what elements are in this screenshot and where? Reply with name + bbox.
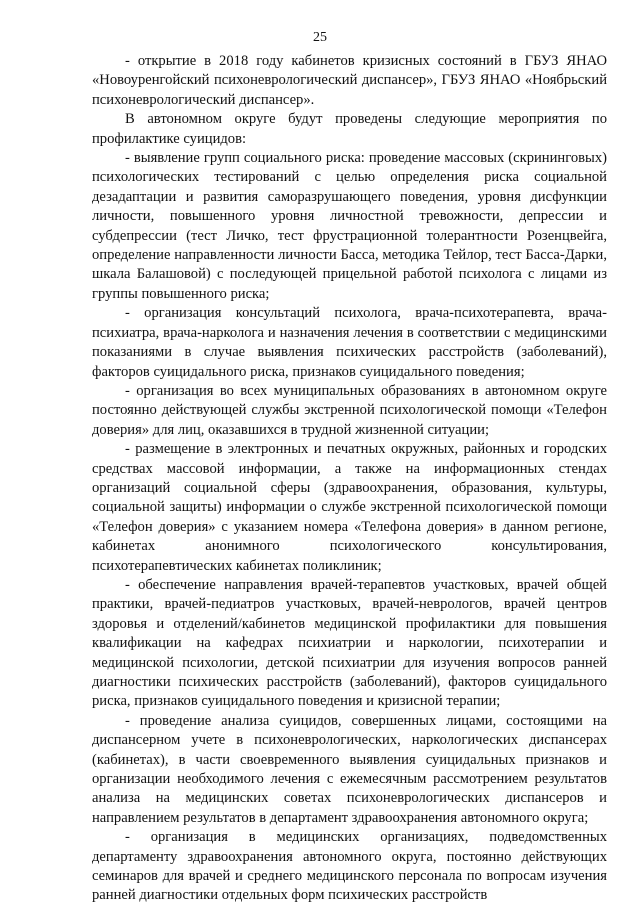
paragraph-seminars: - организация в медицинских организациях, подведомственных департаменту здравоохранения автономного округа, постоянно действующих семинаров для врачей и среднего медицинского персонала по вопросам изучения ранней диагностики отдельных форм психических расстройств [92, 829, 607, 904]
paragraph-doctor-training: - обеспечение направления врачей-терапевтов участковых, врачей общей практики, врачей-педиатров участковых, врачей-неврологов, врачей центров здоровья и отделений/кабинетов медицинской профилактики для повышения квалификации на кафедрах психиатрии и наркологии, психотерапии и медицинской психологии, детской психиатрии для изучения вопросов ранней диагностики психических расстройств (заболеваний), факторов суицидального риска, признаков суицидального поведения и кризисной терапии; [92, 576, 607, 710]
paragraph-helpline: - организация во всех муниципальных образованиях в автономном округе постоянно действующей службы экстренной психологической помощи «Телефон доверия» для лиц, оказавшихся в трудной жизненной ситуации; [92, 382, 607, 438]
paragraph-suicide-analysis: - проведение анализа суицидов, совершенных лицами, состоящими на диспансерном учете в психоневрологических, наркологических диспансерах (кабинетах), в части своевременного выявления суицидальных признаков и организации необходимого лечения с ежемесячным рассмотрением результатов анализа на медицинских советах психоневрологических диспансеров и направлением результатов в департамент здравоохранения автономного округа; [92, 712, 607, 826]
paragraph-intro-measures: В автономном округе будут проведены следующие мероприятия по профилактике суицидов: [92, 111, 607, 147]
page-number: 25 [313, 30, 327, 45]
paragraph-media-placement: - размещение в электронных и печатных окружных, районных и городских средствах массовой информации, а также на информационных стендах организаций социальной сферы (здравоохранения, образования, культуры, социальной защиты) информации о службе экстренной психологической помощи «Телефон доверия» с указанием номера «Телефона доверия» в данном регионе, кабинетах анонимного психологического консультирования, психотерапевтических кабинетах поликлиник; [92, 441, 607, 574]
paragraph-crisis-offices: - открытие в 2018 году кабинетов кризисных состояний в ГБУЗ ЯНАО «Новоуренгойский психоневрологический диспансер», ГБУЗ ЯНАО «Ноябрьский психоневрологический диспансер». [92, 53, 607, 108]
paragraph-risk-groups: - выявление групп социального риска: проведение массовых (скрининговых) психологических тестирований с целью определения риска социальной дезадаптации и развития саморазрушающего поведения, уровня дисфункции личности, повышенного уровня личностной тревожности, депрессии и субдепрессии (тест Личко, тест фрустрационной толерантности Розенцвейга, определение направленности личности Басса, методика Тейлор, тест Басса-Дарки, шкала Балашовой) с последующей прицельной работой психолога с лицами из группы повышенного риска; [92, 150, 607, 302]
paragraph-consultations: - организация консультаций психолога, врача-психотерапевта, врача-психиатра, врача-нарколога и назначения лечения в соответствии с медицинскими показаниями в случае выявления психических расстройств (заболеваний), факторов суицидального риска, признаков суицидального поведения; [92, 305, 607, 380]
body-text [92, 52, 607, 906]
